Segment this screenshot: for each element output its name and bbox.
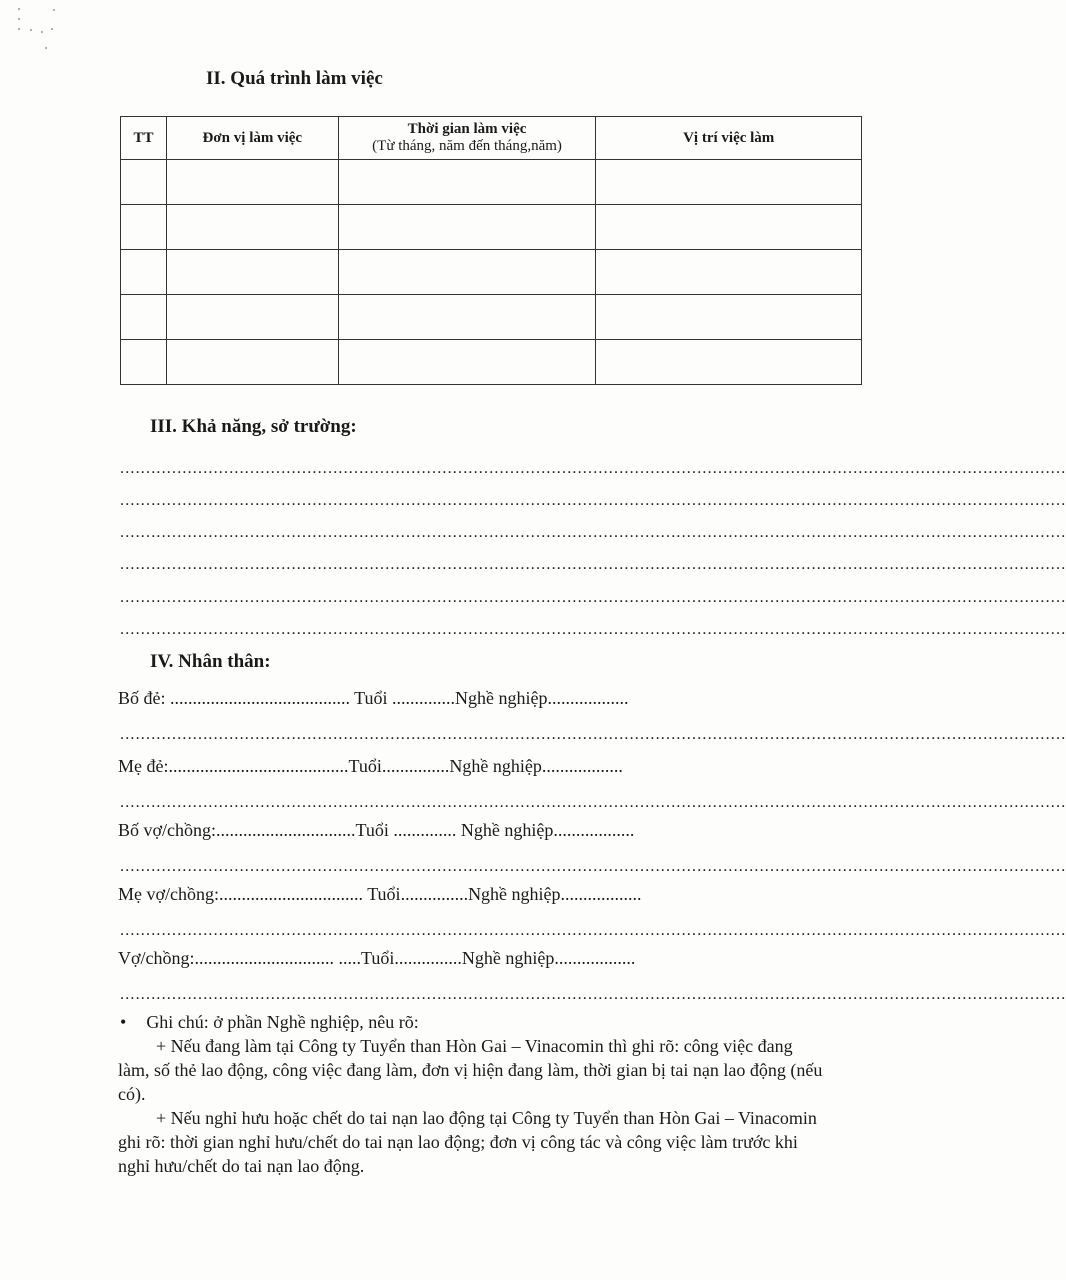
scan-speck (18, 18, 20, 20)
family-member-row (118, 820, 818, 844)
job-fill[interactable]: .................. (554, 948, 636, 968)
age-label: Tuổi (350, 688, 393, 708)
job-fill[interactable]: .................. (547, 688, 629, 708)
cell-position[interactable] (596, 205, 862, 250)
family-member-row (118, 756, 818, 780)
job-fill[interactable]: .................. (560, 884, 642, 904)
family-label: Vợ/chồng: (118, 948, 195, 968)
cell-unit[interactable] (166, 160, 338, 205)
skills-fill-line[interactable]: ...................................................................................................................................................................................... (120, 524, 1066, 541)
section-3-title: III. Khả năng, sở trường: (150, 416, 357, 437)
scan-speck (45, 47, 47, 49)
bullet-icon: • (120, 1012, 127, 1032)
scan-speck (18, 8, 20, 10)
scan-speck (41, 31, 43, 33)
scan-speck (53, 9, 55, 11)
note-paragraph-1: + Nếu đang làm tại Công ty Tuyển than Hòn Gai – Vinacomin thì ghi rõ: công việc đang làm, số thẻ lao động, công việc đang làm, đơn vị hiện đang làm, thời gian bị tai nạn lao động (nếu có). (118, 1036, 823, 1104)
cell-time[interactable] (338, 250, 596, 295)
job-label: Nghề nghiệp (456, 820, 554, 840)
job-label: Nghề nghiệp (455, 688, 548, 708)
table-row (121, 160, 862, 205)
name-fill[interactable]: ................................ (219, 884, 364, 904)
name-fill[interactable]: ........................................ (170, 688, 350, 708)
family-fill-line[interactable]: ...................................................................................................................................................................................... (120, 726, 1066, 743)
work-history-table (120, 116, 862, 385)
cell-time[interactable] (338, 160, 596, 205)
skills-fill-line[interactable]: ...................................................................................................................................................................................... (120, 556, 1066, 573)
header-time-subtitle: (Từ tháng, năm đến tháng,năm) (372, 138, 562, 154)
header-time (338, 117, 596, 160)
job-label: Nghề nghiệp (468, 884, 561, 904)
scan-speck (30, 29, 32, 31)
family-label: Mẹ vợ/chồng: (118, 884, 220, 904)
header-time-title: Thời gian làm việc (407, 121, 527, 137)
cell-unit[interactable] (166, 295, 338, 340)
job-fill[interactable]: .................. (553, 820, 635, 840)
cell-unit[interactable] (166, 250, 338, 295)
note-heading: Ghi chú: ở phần Nghề nghiệp, nêu rõ: (146, 1012, 419, 1032)
cell-time[interactable] (338, 340, 596, 385)
cell-unit[interactable] (166, 340, 338, 385)
family-label: Bố đẻ: (118, 688, 170, 708)
cell-position[interactable] (596, 160, 862, 205)
family-fill-line[interactable]: ...................................................................................................................................................................................... (120, 922, 1066, 939)
scan-speck (18, 28, 20, 30)
name-fill[interactable]: ........................................ (168, 756, 349, 776)
skills-fill-line[interactable]: ...................................................................................................................................................................................... (120, 460, 1066, 477)
header-unit: Đơn vị làm việc (166, 117, 338, 160)
job-fill[interactable]: .................. (541, 756, 623, 776)
note-heading-line (118, 1010, 828, 1034)
age-label: Tuổi (361, 948, 395, 968)
job-label: Nghề nghiệp (449, 756, 542, 776)
cell-tt[interactable] (121, 340, 167, 385)
scan-speck (51, 28, 53, 30)
cell-position[interactable] (596, 250, 862, 295)
skills-fill-line[interactable]: ...................................................................................................................................................................................... (120, 492, 1066, 509)
family-member-row (118, 688, 818, 712)
name-fill[interactable]: ............................... ..... (194, 948, 362, 968)
age-fill[interactable]: .............. (392, 688, 456, 708)
name-fill[interactable]: ............................... (216, 820, 356, 840)
age-fill[interactable]: .............. (393, 820, 457, 840)
header-tt: TT (121, 117, 167, 160)
age-fill[interactable]: ............... (394, 948, 462, 968)
table-row (121, 250, 862, 295)
age-fill[interactable]: ............... (400, 884, 469, 904)
header-position: Vị trí việc làm (596, 117, 862, 160)
note-paragraph-2: + Nếu nghỉ hưu hoặc chết do tai nạn lao động tại Công ty Tuyển than Hòn Gai – Vinacomin ghi rõ: thời gian nghỉ hưu/chết do tai nạn lao động; đơn vị công tác và công việc làm trước khi nghỉ hưu/chết do tai nạn lao động. (118, 1108, 817, 1176)
cell-unit[interactable] (166, 205, 338, 250)
table-header-row (121, 117, 862, 160)
table-row (121, 295, 862, 340)
age-fill[interactable]: ............... (381, 756, 450, 776)
family-label: Mẹ đẻ: (118, 756, 169, 776)
cell-tt[interactable] (121, 160, 167, 205)
family-fill-line[interactable]: ...................................................................................................................................................................................... (120, 986, 1066, 1003)
cell-time[interactable] (338, 295, 596, 340)
section-4-title: IV. Nhân thân: (150, 651, 271, 672)
family-fill-line[interactable]: ...................................................................................................................................................................................... (120, 794, 1066, 811)
family-label: Bố vợ/chồng: (118, 820, 217, 840)
section-2-title: II. Quá trình làm việc (206, 68, 383, 89)
cell-position[interactable] (596, 340, 862, 385)
cell-tt[interactable] (121, 250, 167, 295)
skills-fill-line[interactable]: ...................................................................................................................................................................................... (120, 621, 1066, 638)
table-row (121, 340, 862, 385)
age-label: Tuổi (348, 756, 382, 776)
table-row (121, 205, 862, 250)
skills-fill-line[interactable]: ...................................................................................................................................................................................... (120, 589, 1066, 606)
age-label: Tuổi (355, 820, 394, 840)
family-fill-line[interactable]: ...................................................................................................................................................................................... (120, 858, 1066, 875)
job-label: Nghề nghiệp (461, 948, 555, 968)
cell-time[interactable] (338, 205, 596, 250)
family-member-row (118, 948, 818, 972)
notes-block (118, 1010, 828, 1178)
cell-position[interactable] (596, 295, 862, 340)
family-member-row (118, 884, 818, 908)
cell-tt[interactable] (121, 205, 167, 250)
age-label: Tuổi (363, 884, 401, 904)
cell-tt[interactable] (121, 295, 167, 340)
